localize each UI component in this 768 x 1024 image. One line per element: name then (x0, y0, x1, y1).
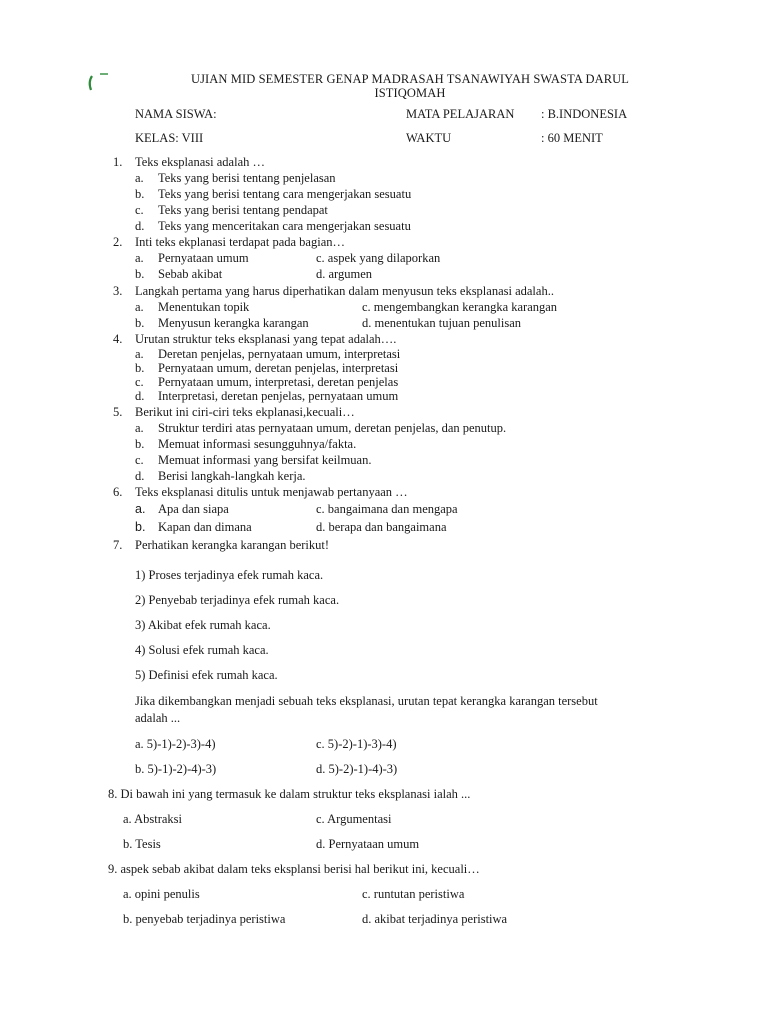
option-a: Pernyataan umum (158, 251, 249, 265)
school-logo-icon (86, 72, 116, 94)
option-d: d. menentukan tujuan penulisan (362, 316, 521, 330)
question-prompt: adalah ... (135, 711, 181, 725)
option-c: c. 5)-2)-1)-3)-4) (316, 737, 397, 751)
option-c: Teks yang berisi tentang pendapat (158, 203, 328, 217)
option-c: c. mengembangkan kerangka karangan (362, 300, 558, 314)
question-number: 1. (113, 155, 123, 169)
option-letter: b. (135, 316, 145, 330)
option-d: Interpretasi, deretan penjelas, pernyataan umum (158, 389, 399, 403)
option-c: c. aspek yang dilaporkan (316, 251, 441, 265)
exam-title (120, 72, 700, 100)
question-number: 5. (113, 405, 123, 419)
identity-row-2 (0, 131, 768, 147)
question-text: Urutan struktur teks eksplanasi yang tepat adalah…. (135, 332, 397, 346)
option-letter: b. (135, 187, 145, 201)
outline-item: 4) Solusi efek rumah kaca. (135, 643, 269, 657)
option-letter: d. (135, 469, 145, 483)
option-letter: a. (135, 421, 144, 435)
option-a: Apa dan siapa (158, 502, 229, 516)
option-b: Memuat informasi sesungguhnya/fakta. (158, 437, 357, 451)
identity-row-1 (0, 107, 768, 123)
option-a: a. opini penulis (123, 887, 200, 901)
question-number: 3. (113, 284, 123, 298)
question-text: Berikut ini ciri-ciri teks ekplanasi,kecuali… (135, 405, 355, 419)
option-letter: a. (135, 300, 144, 314)
option-d: Teks yang menceritakan cara mengerjakan sesuatu (158, 219, 411, 233)
option-c: c. runtutan peristiwa (362, 887, 465, 901)
option-b: Pernyataan umum, deretan penjelas, interpretasi (158, 361, 399, 375)
option-letter: b. (135, 267, 145, 281)
option-d: d. berapa dan bangaimana (316, 520, 447, 534)
option-letter: d. (135, 389, 145, 403)
option-b: Sebab akibat (158, 267, 223, 281)
option-a: Teks yang berisi tentang penjelasan (158, 171, 336, 185)
option-b: Kapan dan dimana (158, 520, 252, 534)
question-text: 9. aspek sebab akibat dalam teks eksplansi berisi hal berikut ini, kecuali… (108, 862, 480, 876)
option-letter: a. (135, 502, 146, 516)
question-text: Inti teks ekplanasi terdapat pada bagian… (135, 235, 345, 249)
option-letter: c. (135, 375, 144, 389)
option-b: Menyusun kerangka karangan (158, 316, 309, 330)
nama-siswa-label: NAMA SISWA: (135, 107, 217, 121)
kelas-label: KELAS: VIII (135, 131, 204, 145)
option-c: Memuat informasi yang bersifat keilmuan. (158, 453, 372, 467)
option-a: Menentukan topik (158, 300, 250, 314)
option-letter: a. (135, 251, 144, 265)
question-number: 4. (113, 332, 123, 346)
option-b: b. Tesis (123, 837, 161, 851)
option-letter: c. (135, 203, 144, 217)
option-c: c. bangaimana dan mengapa (316, 502, 458, 516)
option-d: d. argumen (316, 267, 373, 281)
option-a: a. 5)-1)-2)-3)-4) (135, 737, 216, 751)
question-prompt: Jika dikembangkan menjadi sebuah teks eksplanasi, urutan tepat kerangka karangan tersebut (135, 694, 598, 708)
waktu-value: : 60 MENIT (541, 131, 603, 145)
option-a: Struktur terdiri atas pernyataan umum, deretan penjelas, dan penutup. (158, 421, 507, 435)
option-a: Deretan penjelas, pernyataan umum, interpretasi (158, 347, 401, 361)
option-letter: d. (135, 219, 145, 233)
waktu-label: WAKTU (406, 131, 452, 145)
option-d: d. Pernyataan umum (316, 837, 420, 851)
option-letter: c. (135, 453, 144, 467)
option-d: d. 5)-2)-1)-4)-3) (316, 762, 398, 776)
option-c: Pernyataan umum, interpretasi, deretan penjelas (158, 375, 399, 389)
option-b: Teks yang berisi tentang cara mengerjakan sesuatu (158, 187, 412, 201)
outline-item: 5) Definisi efek rumah kaca. (135, 668, 278, 682)
option-a: a. Abstraksi (123, 812, 183, 826)
option-letter: b. (135, 520, 146, 534)
option-letter: a. (135, 347, 144, 361)
exam-title-line1: UJIAN MID SEMESTER GENAP MADRASAH TSANAWIYAH SWASTA DARUL (190, 72, 630, 86)
question-text: Langkah pertama yang harus diperhatikan dalam menyusun teks eksplanasi adalah.. (135, 284, 554, 298)
question-text: Teks eksplanasi ditulis untuk menjawab pertanyaan … (135, 485, 408, 499)
mata-pelajaran-label: MATA PELAJARAN (406, 107, 515, 121)
option-letter: a. (135, 171, 144, 185)
question-number: 7. (113, 538, 123, 552)
option-d: Berisi langkah-langkah kerja. (158, 469, 306, 483)
question-text: Teks eksplanasi adalah … (135, 155, 265, 169)
exam-title-line2: ISTIQOMAH (374, 86, 446, 100)
option-letter: b. (135, 361, 145, 375)
question-number: 6. (113, 485, 123, 499)
mata-pelajaran-value: : B.INDONESIA (541, 107, 628, 121)
option-d: d. akibat terjadinya peristiwa (362, 912, 508, 926)
outline-item: 2) Penyebab terjadinya efek rumah kaca. (135, 593, 340, 607)
question-text: 8. Di bawah ini yang termasuk ke dalam struktur teks eksplanasi ialah ... (108, 787, 471, 801)
outline-item: 3) Akibat efek rumah kaca. (135, 618, 271, 632)
option-b: b. penyebab terjadinya peristiwa (123, 912, 286, 926)
question-number: 2. (113, 235, 123, 249)
option-letter: b. (135, 437, 145, 451)
question-text: Perhatikan kerangka karangan berikut! (135, 538, 330, 552)
option-b: b. 5)-1)-2)-4)-3) (135, 762, 217, 776)
option-c: c. Argumentasi (316, 812, 392, 826)
outline-item: 1) Proses terjadinya efek rumah kaca. (135, 568, 324, 582)
